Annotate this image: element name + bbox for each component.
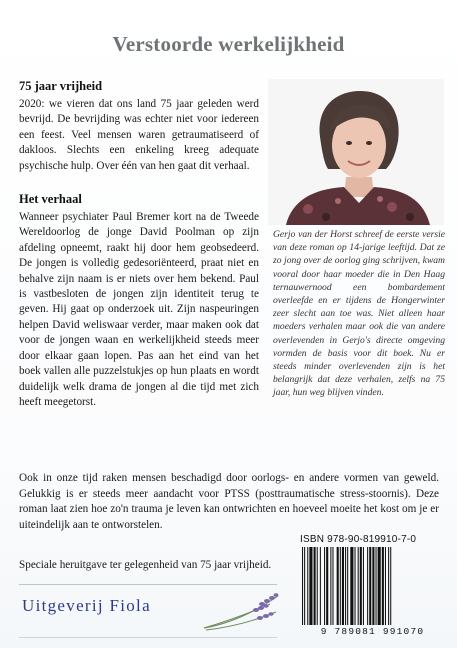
author-bio bbox=[273, 228, 445, 400]
author-caption: Gerjo van der Horst schreef de eerste versie van deze roman op 14-jarige leeftijd. Dat ze zo jong over de oorlog ging schrijven, kwam vooral door haar moeder die in Den Haag ternauwernood een bombardement overleefde en er tijdens de Hongerwinter zeer slecht aan toe was. Niet alleen haar moeders verhalen maar ook die van andere overlevenden in Gerjo's directe omgeving vormden de basis voor dit boek. Nu er steeds minder overlevenden zijn is het belangrijk dat deze verhalen, zelfs na 75 jaar, hun weg blijven vinden. bbox=[273, 229, 445, 399]
section-text-verhaal: Wanneer psychiater Paul Bremer kort na de Tweede Wereldoorlog de jonge David Poolman op zijn afdeling opneemt, raakt hij door hem geobsedeerd. De jongen is volledig gedesoriënteerd, praat niet en behalve zijn naam is er niets over hem bekend. Paul is vastbesloten de jongen zijn identiteit terug te geven. Hij gaat op onderzoek uit. Zijn naspeuringen helpen David weliswaar verder, maar maken ook dat voor de jongen waan en werkelijkheid steeds meer door elkaar gaan lopen. Pas aan het eind van het boek vallen alle puzzelstukjes op hun plaats en wordt duidelijk welk drama de jongen al die tijd met zich heeft meegetorst. bbox=[19, 211, 259, 408]
footer-divider bbox=[19, 584, 277, 585]
left-column bbox=[19, 79, 259, 410]
bottom-rule bbox=[19, 637, 277, 638]
section-heading-verhaal: Het verhaal bbox=[19, 192, 82, 207]
lavender-icon bbox=[200, 588, 282, 632]
author-portrait bbox=[268, 79, 444, 225]
section-text-vrijheid: 2020: we vieren dat ons land 75 jaar geleden werd bevrijd. De bevrijding was echter niet voor iedereen een feest. Veel mensen waren getraumatiseerd of dakloos. Slechts een enkeling kreeg adequate psychische hulp. Over één van hen gaat dit verhaal. bbox=[19, 98, 259, 172]
book-title: Verstoorde werkelijkheid bbox=[112, 32, 345, 56]
bottom-text-block bbox=[19, 471, 439, 533]
barcode-icon bbox=[300, 547, 445, 625]
section-heading-vrijheid: 75 jaar vrijheid bbox=[19, 79, 103, 93]
barcode-digits: 9 789081 991070 bbox=[320, 626, 425, 637]
publisher-name: Uitgeverij Fiola bbox=[22, 596, 151, 615]
publisher-logo bbox=[22, 596, 151, 616]
isbn-label: ISBN 978-90-819910-7-0 bbox=[300, 534, 417, 545]
author-portrait-image bbox=[268, 79, 444, 225]
trauma-paragraph: Ook in onze tijd raken mensen beschadigd door oorlogs- en andere vormen van geweld. Gelukkig is er steeds meer aandacht voor PTSS (posttraumatische stress-stoornis). Deze roman laat zien hoe zo'n trauma je leven kan ontwrichten en hoeveel moeite het kost om je er uiteindelijk aan te ontworstelen. bbox=[19, 472, 439, 531]
edition-note: Speciale heruitgave ter gelegenheid van 75 jaar vrijheid. bbox=[19, 559, 272, 571]
